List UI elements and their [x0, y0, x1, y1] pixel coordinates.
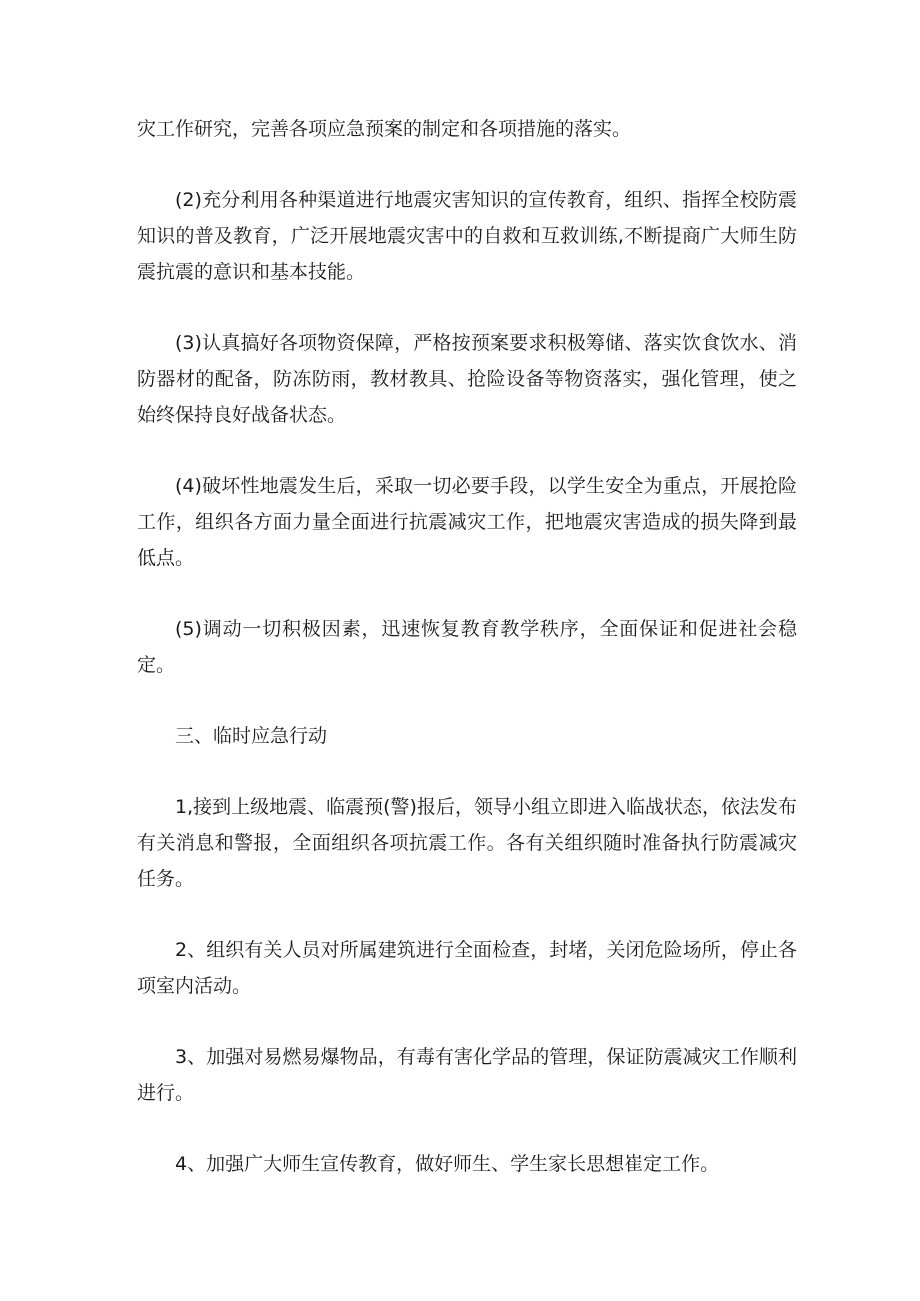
document-body — [137, 111, 797, 1217]
action-item-1: 1,接到上级地震、临震预(警)报后，领导小组立即进入临战状态，依法发布有关消息和警报，全面组织各项抗震工作。各有关组织随时准备执行防震减灾任务。 — [137, 796, 797, 890]
action-item-3: 3、加强对易燃易爆物品，有毒有害化学品的管理，保证防震减灾工作顺利进行。 — [137, 1046, 797, 1104]
paragraph-item-2: (2)充分利用各种渠道进行地震灾害知识的宣传教育，组织、指挥全校防震知识的普及教育，广泛开展地震灾害中的自救和互救训练,不断提商广大师生防震抗震的意识和基本技能。 — [137, 189, 797, 283]
action-item-2: 2、组织有关人员对所属建筑进行全面检查，封堵，关闭危险场所，停止各项室内活动。 — [137, 939, 797, 997]
paragraph-item-5: (5)调动一切积极因素，迅速恢复教育教学秩序，全面保证和促进社会稳定。 — [137, 618, 797, 676]
section-heading: 三、临时应急行动 — [175, 725, 328, 747]
paragraph-item-3: (3)认真搞好各项物资保障，严格按预案要求积极筹储、落实饮食饮水、消防器材的配备，防冻防雨，教材教具、抢险设备等物资落实，强化管理，使之始终保持良好战备状态。 — [137, 332, 797, 426]
paragraph-item-4: (4)破坏性地震发生后，采取一切必要手段，以学生安全为重点，开展抢险工作，组织各方面力量全面进行抗震减灾工作，把地震灾害造成的损失降到最低点。 — [137, 475, 797, 569]
paragraph-continuation: 灾工作研究，完善各项应急预案的制定和各项措施的落实。 — [137, 118, 632, 140]
action-item-4: 4、加强广大师生宣传教育，做好师生、学生家长思想崔定工作。 — [175, 1153, 720, 1175]
